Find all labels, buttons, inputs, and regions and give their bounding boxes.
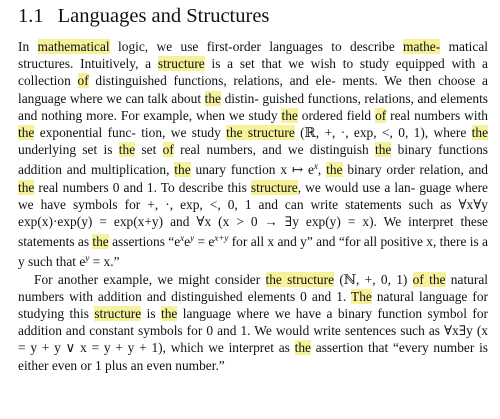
text-run: exponential func- tion, we study <box>34 125 227 141</box>
paragraph-2 <box>18 271 488 374</box>
highlighted-text: of the <box>412 271 446 287</box>
superscript: x <box>180 233 185 244</box>
text-run: for all x and y” and “for all positive x, there is a y such that e <box>18 234 488 270</box>
highlighted-text: the <box>174 162 191 178</box>
superscript: x <box>313 161 318 172</box>
text-run: matical structures. Intuitively, a <box>18 39 488 72</box>
section-title: Languages and Structures <box>57 5 270 27</box>
highlighted-text: the <box>18 179 35 195</box>
highlighted-text: of <box>162 142 174 158</box>
paragraph-1 <box>18 38 488 271</box>
text-run: binary functions addition and multiplication, <box>18 142 489 178</box>
highlighted-text: the <box>18 125 35 141</box>
highlighted-text: mathematical <box>37 39 110 54</box>
highlighted-text: the <box>471 125 489 141</box>
text-run: e <box>184 234 191 250</box>
text-run: is <box>141 306 161 322</box>
text-run: distin- guished functions, relations, and elements and nothing more. For example, when we study <box>18 90 489 123</box>
section-number: 1.1 <box>18 5 44 27</box>
text-run: real numbers with <box>386 107 488 123</box>
highlighted-text: the <box>92 234 109 250</box>
text-run: assertions “e <box>108 234 181 250</box>
superscript: y <box>85 253 90 264</box>
text-run: logic, we use first-order languages to describe <box>109 39 404 54</box>
text-run: (ℕ, +, 0, 1) <box>334 271 413 287</box>
highlighted-text: the <box>161 306 178 322</box>
highlighted-text: the <box>374 142 392 158</box>
text-run: = e <box>194 234 215 250</box>
text-run: unary function x ↦ e <box>190 162 314 178</box>
text-run: For another example, we might consider <box>34 271 266 287</box>
text-run: underlying set is <box>18 142 119 158</box>
highlighted-text: mathe- <box>403 39 441 54</box>
text-run: natural numbers with addition and distinguished elements 0 and 1. <box>18 271 488 304</box>
highlighted-text: the <box>204 90 221 106</box>
text-run: is a set that we wish to study equipped with a collection <box>18 56 488 89</box>
text-run: ordered field <box>297 107 376 123</box>
section-heading <box>18 4 488 28</box>
highlighted-text: the <box>294 340 311 356</box>
superscript: y <box>190 233 195 244</box>
superscript: x+y <box>214 233 229 244</box>
text-run: , <box>317 162 327 178</box>
highlighted-text: the structure <box>226 125 295 141</box>
text-run: In <box>18 39 38 54</box>
text-run: natural language for studying this <box>18 288 488 322</box>
highlighted-text: the <box>281 107 298 123</box>
highlighted-text: the <box>118 142 136 158</box>
highlighted-text: The <box>351 288 372 304</box>
text-run: language where we have a binary function symbol for addition and constant symbols for 0 and 1. We would write sentences such as ∀x∃y (x = y + y ∨ x = y + y + 1), which we interpret as <box>18 306 488 356</box>
text-run: set <box>135 142 163 158</box>
text-run: distinguished functions, relations, and ele- ments. We then choose a language where we can talk about <box>18 73 488 106</box>
text-run: = x.” <box>89 254 120 270</box>
text-run: , we would use a lan- guage where we have symbols for +, ·, exp, <, 0, 1 and can write statements such as ∀x∀y exp(x)·exp(y) = exp(x+y) and ∀x (x > 0 → ∃y exp(y) = x). We interpret these statements as <box>18 179 488 250</box>
text-run: (ℝ, +, ·, exp, <, 0, 1), where <box>294 125 472 141</box>
text-run: real numbers, and we distinguish <box>173 142 375 158</box>
highlighted-text: structure <box>250 179 298 195</box>
highlighted-text: structure <box>157 56 205 72</box>
highlighted-text: of <box>77 73 89 89</box>
highlighted-text: of <box>375 107 387 123</box>
highlighted-text: the <box>326 162 343 178</box>
text-run: assertion that “every number is either even or 1 plus an even number.” <box>18 340 489 373</box>
highlighted-text: structure <box>94 306 142 322</box>
text-run: real numbers 0 and 1. To describe this <box>34 179 251 195</box>
text-run: binary order relation, and <box>342 162 488 178</box>
highlighted-text: the structure <box>265 271 335 287</box>
